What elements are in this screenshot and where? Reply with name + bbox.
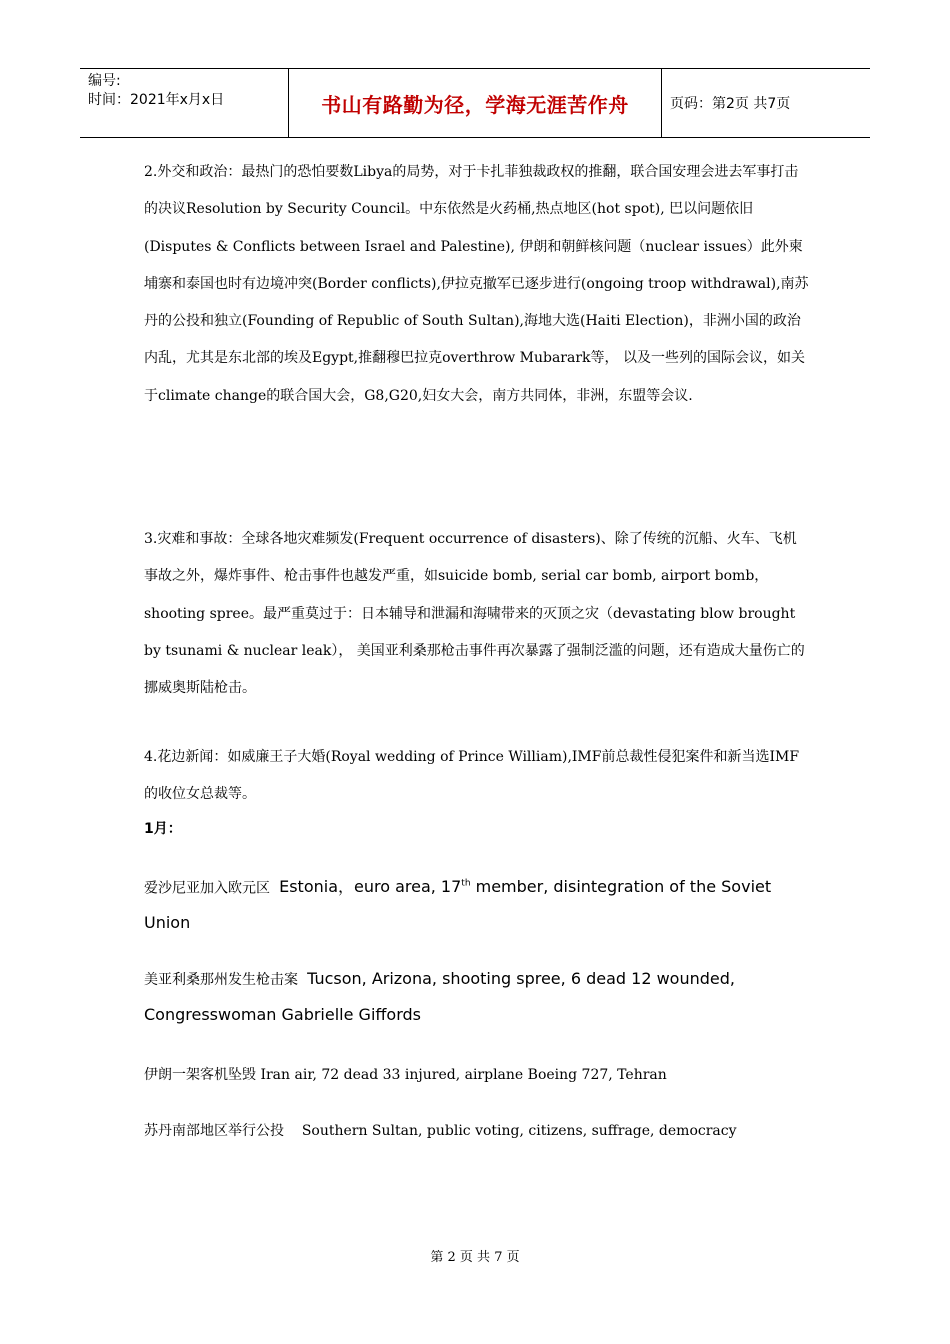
month-heading: 1月： [144, 821, 182, 837]
page-footer: 第 2 页 共 7 页 [430, 1250, 520, 1265]
page-header [80, 68, 870, 138]
header-motto: 书山有路勤为径，学海无涯苦作舟 [289, 69, 662, 137]
header-meta [80, 69, 289, 137]
paragraph-disasters: 3.灾难和事故：全球各地灾难频发(Frequent occurrence of disasters)、除了传统的沉船、火车、飞机事故之外，爆炸事件、枪击事件也越发严重，如suicide bomb, serial car bomb, airport bomb，shooting spree。最严重莫过于：日本辅导和泄漏和海啸带来的灭顶之灾（devastating blow brought by tsunami & nuclear leak）， 美国亚利桑那枪击事件再次暴露了强制泛滥的问题，还有造成大量伤亡的挪威奥斯陆枪击。 [144, 531, 805, 697]
number-label: 编号: [88, 73, 121, 89]
entry-english: Iran air, 72 dead 33 injured, airplane Boeing 727, Tehran [260, 1067, 667, 1083]
entry-english: Southern Sultan, public voting, citizens, suffrage, democracy [301, 1123, 737, 1139]
paragraph-gossip: 4.花边新闻：如威廉王子大婚(Royal wedding of Prince William),IMF前总裁性侵犯案件和新当选IMF的收位女总裁等。 [144, 749, 800, 803]
time-label: 时间：2021年x月x日 [88, 92, 225, 108]
news-entry [144, 961, 810, 1033]
entry-chinese: 伊朗一架客机坠毁 [144, 1067, 256, 1083]
entry-english: Tucson, Arizona, shooting spree, 6 dead 12 wounded, Congresswoman Gabrielle Giffords [144, 969, 735, 1024]
entry-english: Estonia，euro area, 17th member, disintegration of the Soviet Union [144, 877, 772, 933]
paragraph-diplomacy: 2.外交和政治：最热门的恐怕要数Libya的局势，对于卡扎菲独裁政权的推翻，联合国安理会进去军事打击的决议Resolution by Security Council。中东依然是火药桶,热点地区(hot spot), 巴以问题依旧(Disputes & Conflicts between Israel and Palestine), 伊朗和朝鲜核问题（nuclear issues）此外柬埔寨和泰国也时有边境冲突(Border conflicts),伊拉克撤军已逐步进行(ongoing troop withdrawal),南苏丹的公投和独立(Founding of Republic of South Sultan),海地大选(Haiti Election)，非洲小国的政治内乱，尤其是东北部的埃及Egypt,推翻穆巴拉克overthrow Mubarark等， 以及一些列的国际会议，如关于climate change的联合国大会，G8,G20,妇女大会，南方共同体，非洲，东盟等会议. [144, 164, 809, 404]
news-entry [144, 1057, 810, 1094]
entry-chinese: 爱沙尼亚加入欧元区 [144, 880, 270, 897]
news-entry [144, 1113, 810, 1150]
entry-chinese: 美亚利桑那州发生枪击案 [144, 972, 298, 988]
entry-chinese: 苏丹南部地区举行公投 [144, 1123, 284, 1139]
header-page-info: 页码：第2页 共7页 [670, 96, 791, 112]
news-entry [144, 866, 810, 941]
